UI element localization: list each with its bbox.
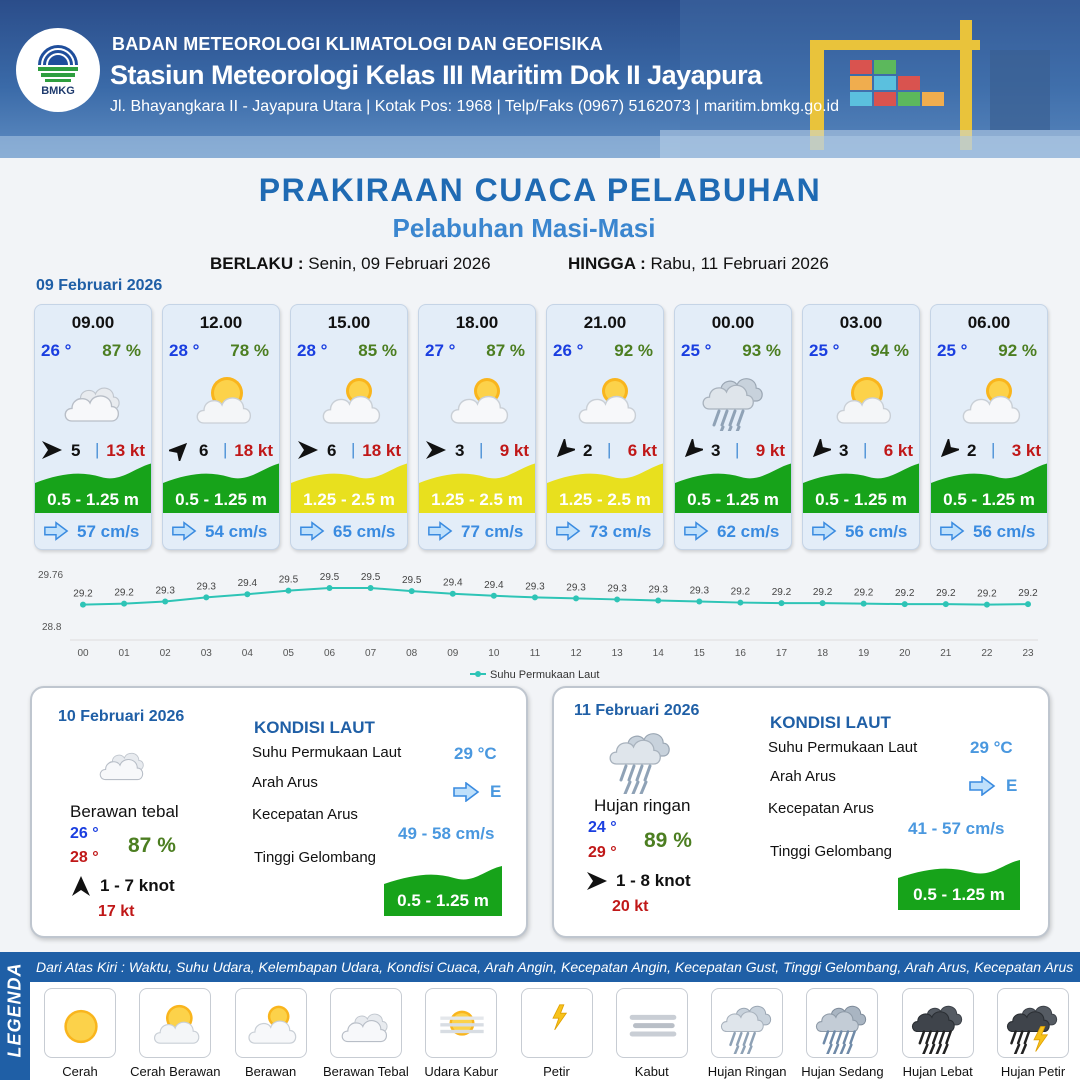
day3-gust: 20 kt [612,898,649,915]
legend-item-label: Hujan Ringan [707,1064,787,1079]
card-wave-height: 0.5 - 1.25 m [47,490,139,509]
card-wind-row [937,439,1043,461]
sst-point [778,600,784,606]
port-name: Pelabuhan Masi-Masi [392,213,656,243]
forecast-card [162,304,280,550]
berawan-icon [315,369,387,431]
card-time: 09.00 [71,313,115,332]
card-humidity: 85 % [358,341,397,360]
card-gust: 18 kt [234,441,273,460]
card-time: 00.00 [711,313,755,332]
day2-humidity: 87 % [128,834,176,857]
sst-data-label: 29.2 [771,587,792,599]
berawan-icon [571,369,643,431]
legend-item [806,988,878,1058]
card-wave-height: 0.5 - 1.25 m [687,490,779,509]
sst-data-label: 29.5 [401,575,422,587]
card-gust: 9 kt [499,441,529,460]
sst-data-label: 29.3 [607,583,627,595]
sst-data-label: 29.5 [319,571,340,583]
day2-current-dir-label: Arah Arus [252,774,318,791]
card-time: 03.00 [839,313,883,332]
card-wind-speed: 3 [839,441,849,460]
sst-data-label: 29.3 [689,585,710,597]
sst-point [614,596,620,602]
sst-point [244,591,250,597]
wind-direction-icon [169,439,191,461]
station-name: Stasiun Meteorologi Kelas III Maritim Dok II Jayapura [110,60,762,90]
page-title: PRAKIRAAN CUACA PELABUHAN [258,172,822,208]
day3-condition: Hujan ringan [594,796,691,815]
x-tick-label: 14 [652,648,664,659]
forecast-card [418,304,536,550]
day3-current-speed-label: Kecepatan Arus [768,800,874,817]
card-wave-height: 0.5 - 1.25 m [815,490,907,509]
legend-item [330,988,402,1058]
current-arrow-icon [811,521,837,541]
legend-item [997,988,1069,1058]
card-humidity: 87 % [102,341,141,360]
card-separator: | [351,440,356,459]
card-wind-row [41,439,147,461]
berawan-tebal-icon [337,994,397,1054]
petir-icon [528,994,588,1054]
card-wind-row [553,439,659,461]
card-current-speed: 57 cm/s [77,522,140,541]
x-tick-label: 22 [981,648,993,659]
card-temp: 26 ° [41,341,72,360]
sst-point [409,588,415,594]
legend-item-label: Hujan Lebat [902,1064,973,1079]
cerah-berawan-icon [187,369,259,431]
sst-point [943,601,949,607]
card-current-speed: 73 cm/s [589,522,652,541]
legend-marker [475,671,481,677]
card-separator: | [95,440,100,459]
current-arrow-icon [43,521,69,541]
current-arrow-icon [171,521,197,541]
card-separator: | [223,440,228,459]
card-time: 15.00 [327,313,371,332]
card-wind-speed: 3 [455,441,465,460]
sst-data-label: 29.2 [730,586,751,598]
card-wind-row [297,439,403,461]
logo-text: BMKG [41,85,75,97]
card-humidity: 93 % [742,341,781,360]
current-arrow-icon [555,521,581,541]
sst-data-label: 29.5 [278,574,299,586]
day3-current-speed-value: 41 - 57 cm/s [908,819,1005,838]
card-temp: 25 ° [937,341,968,360]
x-tick-label: 06 [323,648,336,659]
sst-data-label: 29.2 [936,588,956,600]
valid-from-label: BERLAKU : [210,254,304,273]
day3-wind-speed: 1 - 8 knot [616,871,691,890]
legend-item-label: Berawan Tebal [323,1064,409,1079]
card-wind-speed: 5 [71,441,81,460]
sst-point [696,599,702,605]
x-tick-label: 00 [77,648,89,659]
card-humidity: 78 % [230,341,269,360]
card-gust: 13 kt [106,441,145,460]
card-wave-height: 1.25 - 2.5 m [431,490,523,509]
card-current-row [681,521,787,543]
legend-label: Suhu Permukaan Laut [490,669,600,681]
sst-data-label: 29.4 [484,579,504,591]
legend-item-label: Cerah Berawan [130,1064,221,1079]
bmkg-emblem-icon [33,43,83,83]
card-temp: 27 ° [425,341,456,360]
card-current-row [297,521,403,543]
berawan-tebal-icon [88,738,160,794]
x-tick-label: 16 [734,648,746,659]
card-current-speed: 56 cm/s [845,522,908,541]
card-wind-row [809,439,915,461]
x-tick-label: 18 [817,648,829,659]
card-wind-speed: 6 [199,441,209,460]
card-current-row [169,521,275,543]
card-time: 12.00 [199,313,243,332]
day3-temp-min: 24 ° [588,819,617,836]
day2-current-speed-label: Kecepatan Arus [252,806,358,823]
sst-point [285,588,291,594]
cerah-berawan-icon [827,369,899,431]
forecast-card [34,304,152,550]
sst-data-label: 29.2 [114,587,134,599]
sst-data-label: 29.5 [360,571,381,583]
day2-panel [30,686,528,938]
day2-current-speed-value: 49 - 58 cm/s [398,824,495,843]
day2-current-dir-value: E [490,782,502,801]
sst-point [655,597,661,603]
card-current-speed: 62 cm/s [717,522,780,541]
berawan-icon [242,994,302,1054]
current-arrow-icon [452,782,480,802]
sst-point [532,594,538,600]
card-humidity: 87 % [486,341,525,360]
wind-direction-icon [425,439,447,461]
day2-kondisi-title: KONDISI LAUT [254,718,375,737]
x-tick-label: 04 [241,648,253,659]
card-current-row [553,521,659,543]
cerah-berawan-icon [146,994,206,1054]
x-tick-label: 01 [118,648,130,659]
card-current-row [425,521,531,543]
card-current-row [809,521,915,543]
current-arrow-icon [968,776,996,796]
sst-point [1025,601,1031,607]
card-temp: 25 ° [681,341,712,360]
legend-item [902,988,974,1058]
legend-item [139,988,211,1058]
sst-data-label: 29.2 [1018,588,1038,600]
card-gust: 9 kt [755,441,785,460]
legend-item [521,988,593,1058]
legend-item [616,988,688,1058]
card-temp: 28 ° [297,341,328,360]
card-humidity: 92 % [998,341,1037,360]
x-tick-label: 23 [1022,648,1034,659]
forecast-card [546,304,664,550]
sst-data-label: 29.3 [648,584,668,596]
x-tick-label: 05 [282,648,294,659]
hujan-ringan-icon [699,369,771,431]
sst-data-label: 29.3 [566,582,586,594]
wind-direction-icon [70,875,92,897]
legend-item-label: Kabut [634,1064,669,1079]
card-current-speed: 77 cm/s [461,522,524,541]
valid-from-value: Senin, 09 Februari 2026 [308,254,491,273]
day2-wind-speed: 1 - 7 knot [100,876,175,895]
day3-temp-max: 29 ° [588,844,617,861]
day3-humidity: 89 % [644,829,692,852]
day3-current-dir-label: Arah Arus [770,768,836,785]
card-separator: | [991,440,996,459]
forecast-card [290,304,408,550]
day2-wave-label: Tinggi Gelombang [254,849,377,866]
legend-item-label: Hujan Petir [1000,1064,1066,1079]
forecast-card [674,304,792,550]
day2-temp-min: 26 ° [70,825,99,842]
sst-point [80,602,86,608]
header-band [0,136,1080,158]
sst-data-label: 29.2 [73,588,93,600]
x-tick-label: 09 [447,648,459,659]
card-gust: 3 kt [1011,441,1041,460]
station-address: Jl. Bhayangkara II - Jayapura Utara | Kotak Pos: 1968 | Telp/Faks (0967) 5162073 | maritim.bmkg.go.id [110,98,839,115]
card-gust: 18 kt [362,441,401,460]
sst-data-label: 29.4 [443,577,463,589]
berawan-tebal-icon [59,369,131,431]
forecast-card [802,304,920,550]
day2-wave-value: 0.5 - 1.25 m [397,891,489,910]
sst-point [121,601,127,607]
card-humidity: 92 % [614,341,653,360]
card-wave-height: 1.25 - 2.5 m [303,490,395,509]
day3-current-dir-value: E [1006,776,1018,795]
hujan-ringan-icon [718,994,778,1054]
legend-item [711,988,783,1058]
hujan-lebat-icon [909,994,969,1054]
card-wind-speed: 6 [327,441,337,460]
card-wind-speed: 2 [583,441,593,460]
y-tick-label: 28.8 [42,622,62,633]
legend-item-label: Udara Kabur [424,1064,499,1079]
sst-data-label: 29.3 [525,581,545,593]
sst-point [573,595,579,601]
card-temp: 28 ° [169,341,200,360]
current-arrow-icon [427,521,453,541]
wind-direction-icon [586,870,608,892]
card-time: 18.00 [455,313,499,332]
sst-data-label: 29.2 [853,587,874,599]
card-separator: | [863,440,868,459]
forecast-card [930,304,1048,550]
sst-point [203,594,209,600]
card-separator: | [735,440,740,459]
sst-point [491,593,497,599]
hujan-petir-icon [1004,994,1064,1054]
x-tick-label: 13 [611,648,623,659]
hujan-sedang-icon [813,994,873,1054]
card-temp: 26 ° [553,341,584,360]
legend-item [44,988,116,1058]
legend-item-label: Hujan Sedang [801,1064,884,1079]
sst-data-label: 29.2 [812,587,833,599]
sst-data-label: 29.3 [155,585,175,597]
card-gust: 6 kt [627,441,657,460]
header-banner [0,0,1080,158]
cerah-icon [51,994,111,1054]
legend [0,952,1080,1080]
card-temp: 25 ° [809,341,840,360]
valid-to [568,254,829,274]
day2-sst-label: Suhu Permukaan Laut [252,744,402,761]
card-current-row [937,521,1043,543]
day1-date: 09 Februari 2026 [36,277,163,294]
legend-item [235,988,307,1058]
legend-item-label: Cerah [62,1064,98,1079]
sst-point [984,602,990,608]
card-wind-row [681,439,787,461]
card-current-speed: 54 cm/s [205,522,268,541]
card-wave-height: 0.5 - 1.25 m [175,490,267,509]
card-time: 21.00 [583,313,627,332]
card-wind-row [425,439,531,461]
legend-item-label: Petir [543,1064,570,1079]
x-tick-label: 08 [406,648,418,659]
berawan-icon [443,369,515,431]
day3-kondisi-title: KONDISI LAUT [770,713,891,732]
sst-point [162,599,168,605]
udara-kabur-icon [432,994,492,1054]
current-arrow-icon [683,521,709,541]
valid-from [210,254,491,274]
y-tick-label: 29.76 [38,570,64,581]
card-time: 06.00 [967,313,1011,332]
sst-point [450,591,456,597]
day2-condition: Berawan tebal [70,802,179,821]
sst-point [368,585,374,591]
card-current-speed: 65 cm/s [333,522,396,541]
legend-item [425,988,497,1058]
sst-point [327,585,333,591]
card-wind-speed: 3 [711,441,721,460]
card-wind-row [169,439,275,461]
card-gust: 6 kt [883,441,913,460]
legend-side-label: LEGENDA [4,962,25,1058]
valid-to-label: HINGGA : [568,254,646,273]
day3-date: 11 Februari 2026 [574,702,700,719]
sst-point [737,600,743,606]
day2-sst-value: 29 °C [454,744,497,763]
day3-wave-label: Tinggi Gelombang [770,843,893,860]
card-separator: | [607,440,612,459]
hujan-ringan-icon [606,724,678,794]
x-tick-label: 07 [365,648,377,659]
legend-description: Dari Atas Kiri : Waktu, Suhu Udara, Kelembapan Udara, Kondisi Cuaca, Arah Angin, Kecepatan Angin, Kecepatan Gust, Tinggi Gelombang, Arah Arus, Kecepatan Arus [30,952,1080,982]
day2-gust: 17 kt [98,903,135,920]
x-tick-label: 11 [529,648,541,659]
legend-side [0,952,30,1080]
wind-direction-icon [937,439,959,461]
x-tick-label: 02 [159,648,171,659]
card-current-row [41,521,147,543]
sst-point [820,600,826,606]
x-tick-label: 20 [899,648,911,659]
x-tick-label: 15 [693,648,705,659]
sst-point [902,601,908,607]
x-tick-label: 10 [488,648,500,659]
x-tick-label: 19 [858,648,870,659]
current-arrow-icon [939,521,965,541]
day3-sst-value: 29 °C [970,738,1013,757]
card-current-speed: 56 cm/s [973,522,1036,541]
sst-point [861,601,867,607]
wind-direction-icon [297,439,319,461]
x-tick-label: 12 [570,648,582,659]
agency-name: BADAN METEOROLOGI KLIMATOLOGI DAN GEOFISIKA [112,34,603,54]
card-wave-height: 1.25 - 2.5 m [559,490,651,509]
x-tick-label: 17 [775,648,788,659]
x-tick-label: 03 [200,648,212,659]
wind-direction-icon [553,439,575,461]
wind-direction-icon [681,439,703,461]
wind-direction-icon [41,439,63,461]
day2-date: 10 Februari 2026 [58,708,185,725]
sst-data-label: 29.2 [977,588,997,600]
sst-data-label: 29.3 [196,581,216,593]
day3-wave-value: 0.5 - 1.25 m [913,885,1005,904]
valid-to-value: Rabu, 11 Februari 2026 [650,254,829,273]
legend-item-label: Berawan [244,1064,297,1079]
berawan-icon [955,369,1027,431]
card-wind-speed: 2 [967,441,977,460]
card-wave-height: 0.5 - 1.25 m [943,490,1035,509]
card-humidity: 94 % [870,341,909,360]
day3-panel [552,686,1050,938]
sea-surface-temp-chart [28,560,1058,690]
sst-data-label: 29.4 [237,578,258,590]
day2-temp-max: 28 ° [70,849,99,866]
x-tick-label: 21 [940,648,952,659]
day3-sst-label: Suhu Permukaan Laut [768,739,918,756]
sst-data-label: 29.2 [895,588,915,600]
card-separator: | [479,440,484,459]
current-arrow-icon [299,521,325,541]
kabut-icon [623,994,683,1054]
wind-direction-icon [809,439,831,461]
bmkg-logo [16,28,100,112]
